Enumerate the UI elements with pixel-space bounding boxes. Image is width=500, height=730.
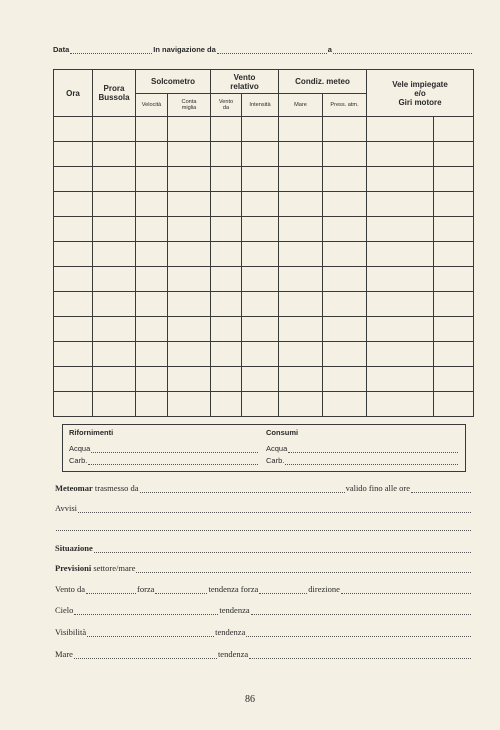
mare-field[interactable] bbox=[74, 650, 217, 659]
meteomar-label: Meteomar bbox=[55, 483, 93, 493]
log-cell[interactable] bbox=[323, 342, 367, 367]
log-cell[interactable] bbox=[434, 367, 474, 392]
col-prora-header: Prora Bussola bbox=[93, 70, 136, 117]
log-cell[interactable] bbox=[367, 267, 434, 292]
log-cell[interactable] bbox=[211, 317, 242, 342]
log-cell[interactable] bbox=[93, 342, 136, 367]
col-press-header: Press. atm. bbox=[323, 94, 367, 117]
log-cell[interactable] bbox=[323, 217, 367, 242]
log-row bbox=[54, 392, 474, 417]
log-cell[interactable] bbox=[211, 292, 242, 317]
log-cell[interactable] bbox=[242, 117, 279, 142]
log-cell[interactable] bbox=[434, 242, 474, 267]
log-cell[interactable] bbox=[168, 392, 211, 417]
log-cell[interactable] bbox=[367, 242, 434, 267]
mare-tendenza-field[interactable] bbox=[249, 650, 471, 659]
log-cell[interactable] bbox=[323, 117, 367, 142]
log-cell[interactable] bbox=[211, 367, 242, 392]
log-cell[interactable] bbox=[54, 192, 93, 217]
log-cell[interactable] bbox=[136, 267, 168, 292]
rifornimenti-acqua-label: Acqua bbox=[69, 444, 91, 453]
log-cell[interactable] bbox=[93, 292, 136, 317]
rifornimenti-carb-field[interactable] bbox=[88, 456, 258, 465]
log-cell[interactable] bbox=[242, 267, 279, 292]
log-cell[interactable] bbox=[242, 192, 279, 217]
navigation-from-field[interactable] bbox=[217, 45, 327, 54]
log-cell[interactable] bbox=[93, 392, 136, 417]
log-cell[interactable] bbox=[367, 367, 434, 392]
col-solcometro-header: Solcometro bbox=[136, 70, 211, 94]
log-cell[interactable] bbox=[93, 317, 136, 342]
log-cell[interactable] bbox=[367, 117, 434, 142]
log-table-body bbox=[54, 117, 474, 417]
log-row bbox=[54, 267, 474, 292]
log-cell[interactable] bbox=[279, 217, 323, 242]
avvisi-label: Avvisi bbox=[55, 503, 78, 513]
log-row bbox=[54, 192, 474, 217]
meteomar-line bbox=[55, 483, 472, 493]
log-row bbox=[54, 242, 474, 267]
visibilita-label: Visibilità bbox=[55, 627, 87, 637]
log-cell[interactable] bbox=[323, 192, 367, 217]
avvisi-line bbox=[55, 503, 472, 513]
vento-line bbox=[55, 584, 472, 594]
log-cell[interactable] bbox=[211, 242, 242, 267]
mare-line bbox=[55, 649, 472, 659]
visibilita-field[interactable] bbox=[87, 628, 214, 637]
log-cell[interactable] bbox=[367, 392, 434, 417]
log-cell[interactable] bbox=[323, 367, 367, 392]
log-cell[interactable] bbox=[242, 242, 279, 267]
col-mare-header: Mare bbox=[279, 94, 323, 117]
col-contamiglia-header: Conta miglia bbox=[168, 94, 211, 117]
log-cell[interactable] bbox=[367, 192, 434, 217]
tendenza-forza-label: tendenza forza bbox=[208, 584, 259, 594]
log-cell[interactable] bbox=[54, 142, 93, 167]
log-cell[interactable] bbox=[168, 317, 211, 342]
cielo-tendenza-label: tendenza bbox=[219, 605, 250, 615]
vento-da-label: Vento da bbox=[55, 584, 85, 594]
log-cell[interactable] bbox=[279, 367, 323, 392]
log-row bbox=[54, 292, 474, 317]
log-cell[interactable] bbox=[279, 292, 323, 317]
log-cell[interactable] bbox=[434, 117, 474, 142]
voyage-header-line bbox=[53, 45, 473, 54]
log-cell[interactable] bbox=[168, 367, 211, 392]
trasmesso-da-label: trasmesso da bbox=[94, 483, 139, 493]
log-cell[interactable] bbox=[136, 392, 168, 417]
log-cell[interactable] bbox=[211, 142, 242, 167]
avvisi-continuation-line bbox=[55, 522, 472, 531]
page-number: 86 bbox=[245, 694, 255, 705]
rifornimenti-acqua-field[interactable] bbox=[91, 444, 258, 453]
log-cell[interactable] bbox=[93, 142, 136, 167]
log-cell[interactable] bbox=[367, 167, 434, 192]
log-cell[interactable] bbox=[279, 242, 323, 267]
log-cell[interactable] bbox=[136, 242, 168, 267]
log-cell[interactable] bbox=[242, 367, 279, 392]
forza-field[interactable] bbox=[155, 585, 207, 594]
log-cell[interactable] bbox=[93, 242, 136, 267]
log-cell[interactable] bbox=[54, 167, 93, 192]
log-cell[interactable] bbox=[211, 192, 242, 217]
log-cell[interactable] bbox=[168, 292, 211, 317]
log-cell[interactable] bbox=[54, 367, 93, 392]
log-cell[interactable] bbox=[54, 267, 93, 292]
log-cell[interactable] bbox=[279, 117, 323, 142]
log-cell[interactable] bbox=[434, 342, 474, 367]
log-cell[interactable] bbox=[93, 192, 136, 217]
log-cell[interactable] bbox=[242, 217, 279, 242]
log-cell[interactable] bbox=[168, 192, 211, 217]
log-cell[interactable] bbox=[242, 317, 279, 342]
previsioni-line bbox=[55, 563, 472, 573]
log-cell[interactable] bbox=[279, 342, 323, 367]
log-cell[interactable] bbox=[136, 192, 168, 217]
situazione-line bbox=[55, 543, 472, 553]
valido-label: valido fino alle ore bbox=[345, 483, 410, 493]
cielo-field[interactable] bbox=[74, 606, 218, 615]
forza-label: forza bbox=[136, 584, 155, 594]
log-cell[interactable] bbox=[323, 317, 367, 342]
log-cell[interactable] bbox=[279, 317, 323, 342]
log-cell[interactable] bbox=[434, 217, 474, 242]
log-cell[interactable] bbox=[323, 242, 367, 267]
trasmesso-da-field[interactable] bbox=[140, 484, 345, 493]
log-cell[interactable] bbox=[434, 167, 474, 192]
log-row bbox=[54, 117, 474, 142]
col-vento-header: Vento relativo bbox=[211, 70, 279, 94]
log-cell[interactable] bbox=[279, 142, 323, 167]
log-cell[interactable] bbox=[54, 292, 93, 317]
consumi-acqua-field[interactable] bbox=[288, 444, 458, 453]
col-velocita-header: Velocità bbox=[136, 94, 168, 117]
log-cell[interactable] bbox=[434, 317, 474, 342]
avvisi-field-2[interactable] bbox=[56, 522, 471, 531]
log-cell[interactable] bbox=[93, 367, 136, 392]
log-cell[interactable] bbox=[367, 142, 434, 167]
log-row bbox=[54, 367, 474, 392]
cielo-line bbox=[55, 605, 472, 615]
col-vento-da-header: Vento da bbox=[211, 94, 242, 117]
consumi-carb-field[interactable] bbox=[285, 456, 458, 465]
log-row bbox=[54, 317, 474, 342]
visibilita-tendenza-field[interactable] bbox=[246, 628, 471, 637]
visibilita-line bbox=[55, 627, 472, 637]
log-cell[interactable] bbox=[367, 292, 434, 317]
consumi-acqua-label: Acqua bbox=[266, 444, 288, 453]
log-cell[interactable] bbox=[54, 242, 93, 267]
log-cell[interactable] bbox=[323, 292, 367, 317]
log-row bbox=[54, 217, 474, 242]
log-cell[interactable] bbox=[242, 392, 279, 417]
direzione-label: direzione bbox=[308, 584, 340, 594]
col-condiz-header: Condiz. meteo bbox=[279, 70, 367, 94]
log-cell[interactable] bbox=[211, 217, 242, 242]
log-cell[interactable] bbox=[279, 392, 323, 417]
settore-field[interactable] bbox=[136, 564, 471, 573]
situazione-label: Situazione bbox=[55, 543, 93, 553]
log-cell[interactable] bbox=[211, 117, 242, 142]
date-label: Data bbox=[53, 45, 70, 54]
log-cell[interactable] bbox=[168, 117, 211, 142]
log-row bbox=[54, 342, 474, 367]
log-cell[interactable] bbox=[136, 142, 168, 167]
log-cell[interactable] bbox=[54, 217, 93, 242]
log-cell[interactable] bbox=[434, 267, 474, 292]
navigation-from-label: In navigazione da bbox=[153, 45, 216, 54]
rifornimenti-carb-label: Carb. bbox=[69, 456, 88, 465]
log-cell[interactable] bbox=[211, 167, 242, 192]
log-cell[interactable] bbox=[242, 142, 279, 167]
settore-label: settore/mare bbox=[93, 563, 136, 573]
log-table bbox=[53, 69, 474, 417]
col-ora-header: Ora bbox=[54, 70, 93, 117]
log-cell[interactable] bbox=[367, 317, 434, 342]
previsioni-label: Previsioni bbox=[55, 563, 92, 573]
log-cell[interactable] bbox=[211, 392, 242, 417]
rifornimenti-section bbox=[69, 428, 259, 465]
situazione-field[interactable] bbox=[94, 544, 471, 553]
log-cell[interactable] bbox=[279, 192, 323, 217]
log-cell[interactable] bbox=[279, 167, 323, 192]
log-cell[interactable] bbox=[93, 267, 136, 292]
log-cell[interactable] bbox=[168, 217, 211, 242]
log-cell[interactable] bbox=[367, 342, 434, 367]
mare-label: Mare bbox=[55, 649, 73, 659]
log-cell[interactable] bbox=[242, 342, 279, 367]
log-cell[interactable] bbox=[93, 217, 136, 242]
log-cell[interactable] bbox=[168, 167, 211, 192]
log-cell[interactable] bbox=[136, 317, 168, 342]
log-cell[interactable] bbox=[434, 292, 474, 317]
mare-tendenza-label: tendenza bbox=[217, 649, 249, 659]
cielo-label: Cielo bbox=[55, 605, 74, 615]
log-cell[interactable] bbox=[136, 167, 168, 192]
log-cell[interactable] bbox=[323, 167, 367, 192]
log-cell[interactable] bbox=[54, 317, 93, 342]
log-cell[interactable] bbox=[242, 292, 279, 317]
log-cell[interactable] bbox=[434, 142, 474, 167]
log-cell[interactable] bbox=[211, 342, 242, 367]
visibilita-tendenza-label: tendenza bbox=[215, 627, 246, 637]
supplies-box bbox=[62, 424, 466, 472]
tendenza-forza-field[interactable] bbox=[259, 585, 307, 594]
log-cell[interactable] bbox=[242, 167, 279, 192]
date-field[interactable] bbox=[70, 45, 152, 54]
navigation-to-label: a bbox=[327, 45, 332, 54]
log-cell[interactable] bbox=[323, 267, 367, 292]
log-cell[interactable] bbox=[54, 392, 93, 417]
col-vele-header: Vele impiegate e/o Giri motore bbox=[367, 70, 474, 117]
log-cell[interactable] bbox=[323, 142, 367, 167]
vento-da-field[interactable] bbox=[86, 585, 136, 594]
log-cell[interactable] bbox=[136, 217, 168, 242]
log-cell[interactable] bbox=[168, 267, 211, 292]
cielo-tendenza-field[interactable] bbox=[251, 606, 471, 615]
log-cell[interactable] bbox=[168, 242, 211, 267]
consumi-section bbox=[266, 428, 459, 465]
log-cell[interactable] bbox=[211, 267, 242, 292]
log-cell[interactable] bbox=[168, 342, 211, 367]
log-cell[interactable] bbox=[93, 167, 136, 192]
log-cell[interactable] bbox=[136, 117, 168, 142]
log-row bbox=[54, 142, 474, 167]
log-cell[interactable] bbox=[367, 217, 434, 242]
log-cell[interactable] bbox=[323, 392, 367, 417]
rifornimenti-title: Rifornimenti bbox=[69, 428, 114, 437]
log-cell[interactable] bbox=[168, 142, 211, 167]
log-cell[interactable] bbox=[434, 392, 474, 417]
log-cell[interactable] bbox=[93, 117, 136, 142]
consumi-carb-label: Carb. bbox=[266, 456, 285, 465]
log-cell[interactable] bbox=[279, 267, 323, 292]
navigation-to-field[interactable] bbox=[333, 45, 472, 54]
log-row bbox=[54, 167, 474, 192]
consumi-title: Consumi bbox=[266, 428, 299, 437]
log-cell[interactable] bbox=[136, 367, 168, 392]
log-cell[interactable] bbox=[54, 117, 93, 142]
col-intensita-header: Intensità bbox=[242, 94, 279, 117]
avvisi-field[interactable] bbox=[78, 504, 471, 513]
log-cell[interactable] bbox=[136, 292, 168, 317]
log-cell[interactable] bbox=[136, 342, 168, 367]
direzione-field[interactable] bbox=[341, 585, 471, 594]
valido-field[interactable] bbox=[411, 484, 471, 493]
log-cell[interactable] bbox=[434, 192, 474, 217]
log-cell[interactable] bbox=[54, 342, 93, 367]
